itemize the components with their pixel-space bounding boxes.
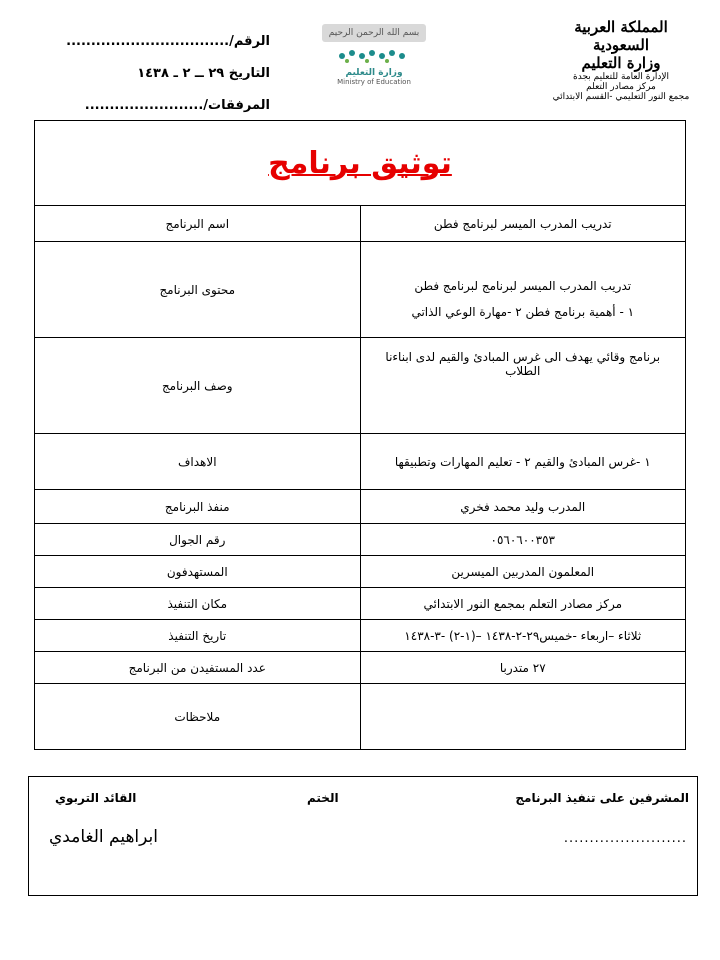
- row-label: ملاحظات: [35, 684, 361, 750]
- row-label: منفذ البرنامج: [35, 490, 361, 524]
- row-value: ١ -غرس المبادئ والقيم ٢ - تعليم المهارات وتطبيقها: [360, 434, 686, 490]
- logo-ministry-en: Ministry of Education: [337, 78, 411, 86]
- admin-name: الإدارة العامة للتعليم بجدة: [573, 72, 669, 82]
- kingdom-name: المملكة العربية السعودية: [574, 18, 668, 54]
- complex-name: مجمع النور التعليمي -القسم الابتدائي: [552, 92, 690, 102]
- ministry-logo-icon: [334, 48, 414, 64]
- center-name: مركز مصادر التعلم: [586, 82, 656, 92]
- reference-block: [60, 26, 270, 122]
- leader-name: ابراهيم الغامدي: [49, 827, 158, 847]
- table-row: [35, 490, 686, 524]
- content-line-1: تدريب المدرب الميسر لبرنامج لبرنامج فطن: [414, 278, 632, 293]
- content-line-2: ١ - أهمية برنامج فطن ٢ -مهارة الوعي الذاتي: [411, 304, 635, 319]
- ref-date: التاريخ ٢٩ ــ ٢ ـ ١٤٣٨: [137, 66, 270, 81]
- row-value: [360, 684, 686, 750]
- row-label: مكان التنفيذ: [35, 588, 361, 620]
- table-row: [35, 434, 686, 490]
- logo-ministry-ar: وزارة التعليم: [345, 68, 403, 78]
- table-row: [35, 206, 686, 242]
- row-label: الاهداف: [35, 434, 361, 490]
- row-label: محتوى البرنامج: [35, 242, 361, 338]
- row-value-multi: [360, 242, 686, 338]
- table-row: [35, 242, 686, 338]
- row-label: تاريخ التنفيذ: [35, 620, 361, 652]
- table-row: [35, 652, 686, 684]
- supervisors-label: المشرفين على تنفيذ البرنامج: [515, 791, 689, 805]
- stamp-label: الختم: [307, 791, 339, 805]
- row-value: المعلمون المدربين الميسرين: [360, 556, 686, 588]
- table-row: [35, 588, 686, 620]
- ref-number: الرقم/.................................: [66, 34, 270, 49]
- row-value: ٢٧ متدربا: [360, 652, 686, 684]
- row-value: مركز مصادر التعلم بمجمع النور الابتدائي: [360, 588, 686, 620]
- row-label: المستهدفون: [35, 556, 361, 588]
- title-row: [35, 121, 686, 206]
- table-row: [35, 524, 686, 556]
- row-value: ٠٥٦٠٦٠٠٣٥٣: [360, 524, 686, 556]
- letterhead: [546, 18, 696, 102]
- table-row: [35, 338, 686, 434]
- row-value: المدرب وليد محمد فخري: [360, 490, 686, 524]
- table-row: [35, 620, 686, 652]
- page-title: توثيق برنامج: [268, 145, 452, 181]
- leader-label: القائد التربوي: [55, 791, 137, 805]
- row-value: تدريب المدرب الميسر لبرنامج فطن: [360, 206, 686, 242]
- basmala-banner: بسم الله الرحمن الرحيم: [322, 24, 426, 42]
- ministry-name: وزارة التعليم: [581, 54, 661, 72]
- table-row: [35, 556, 686, 588]
- program-table: [34, 120, 686, 750]
- supervisors-signature-line: ........................: [563, 831, 687, 846]
- signature-box: [28, 776, 698, 896]
- row-label: وصف البرنامج: [35, 338, 361, 434]
- row-label: رقم الجوال: [35, 524, 361, 556]
- table-row: [35, 684, 686, 750]
- ref-attachments: المرفقات/........................: [84, 98, 270, 113]
- row-label: عدد المستفيدن من البرنامج: [35, 652, 361, 684]
- ministry-logo: [318, 24, 430, 100]
- row-value: ثلاثاء –اربعاء -خميس٢٩-٢-١٤٣٨ –(١-٢) -٣-١٤٣٨: [360, 620, 686, 652]
- row-label: اسم البرنامج: [35, 206, 361, 242]
- row-value: برنامج وقائي يهدف الى غرس المبادئ والقيم لدى ابناءنا الطلاب: [360, 338, 686, 434]
